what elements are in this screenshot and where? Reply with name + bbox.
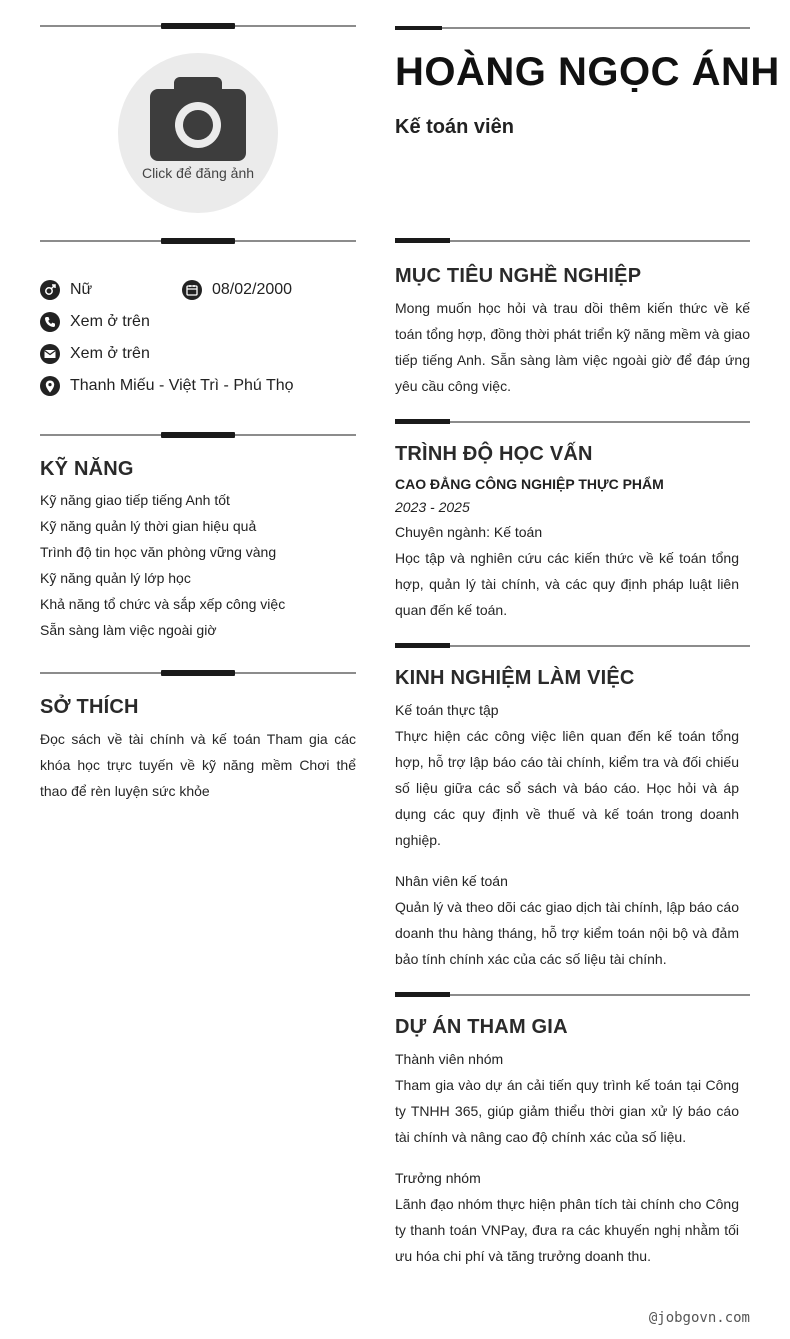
divider-projects: [395, 994, 750, 996]
candidate-name: HOÀNG NGỌC ÁNH: [395, 50, 780, 94]
skill-item: Kỹ năng quản lý thời gian hiệu quả: [40, 518, 257, 534]
experience-description: Quản lý và theo dõi các giao dịch tài chính, lập báo cáo doanh thu hàng tháng, hỗ trợ kiểm toán nội bộ và đảm bảo tính chính xác của các số liệu tài chính.: [395, 899, 739, 967]
divider-contact: [40, 240, 356, 242]
skill-item: Khả năng tổ chức và sắp xếp công việc: [40, 596, 286, 612]
phone-icon: [40, 312, 60, 332]
education-school: CAO ĐẲNG CÔNG NGHIỆP THỰC PHẨM: [395, 476, 664, 492]
avatar-upload[interactable]: [118, 53, 278, 213]
project-role: Trưởng nhóm: [395, 1170, 481, 1186]
divider-top-right: [395, 27, 750, 29]
education-heading: TRÌNH ĐỘ HỌC VẤN: [395, 443, 593, 465]
divider-skills: [40, 434, 356, 436]
divider-education: [395, 421, 750, 423]
gender-icon: [40, 280, 60, 300]
email-value: Xem ở trên: [70, 345, 150, 362]
address-value: Thanh Miếu - Việt Trì - Phú Thọ: [70, 377, 294, 394]
project-description: Tham gia vào dự án cải tiến quy trình kế toán tại Công ty TNHH 365, giúp giảm thiểu thời gian xử lý báo cáo tài chính và nâng cao độ chính xác của số liệu.: [395, 1077, 739, 1145]
objective-heading: MỤC TIÊU NGHỀ NGHIỆP: [395, 265, 642, 287]
hobbies-text: Đọc sách về tài chính và kế toán Tham gia các khóa học trực tuyến về kỹ năng mềm Chơi thể thao để rèn luyện sức khỏe: [40, 731, 356, 799]
phone-value: Xem ở trên: [70, 313, 150, 330]
projects-heading: DỰ ÁN THAM GIA: [395, 1016, 568, 1038]
calendar-icon: [182, 280, 202, 300]
education-description: Học tập và nghiên cứu các kiến thức về kế toán tổng hợp, quản lý tài chính, và các quy định pháp luật liên quan đến kế toán.: [395, 550, 739, 618]
experience-heading: KINH NGHIỆM LÀM VIỆC: [395, 667, 635, 689]
skill-item: Trình độ tin học văn phòng vững vàng: [40, 544, 277, 560]
contact-phone: [40, 311, 150, 333]
skill-item: Kỹ năng quản lý lớp học: [40, 570, 191, 586]
job-title: Kế toán viên: [395, 116, 514, 138]
project-description: Lãnh đạo nhóm thực hiện phân tích tài chính cho Công ty thanh toán VNPay, đưa ra các khuyến nghị nhằm tối ưu hóa chi phí và tăng trưởng doanh thu.: [395, 1196, 739, 1264]
objective-text: Mong muốn học hỏi và trau dồi thêm kiến thức về kế toán tổng hợp, đồng thời phát triển kỹ năng mềm và giao tiếp tiếng Anh. Sẵn sàng làm việc ngoài giờ để đáp ứng yêu cầu công việc.: [395, 300, 750, 394]
divider-objective: [395, 240, 750, 242]
divider-experience: [395, 645, 750, 647]
project-role: Thành viên nhóm: [395, 1051, 504, 1067]
footer-credit: @jobgovn.com: [648, 1310, 750, 1326]
contact-gender: [40, 279, 92, 301]
experience-role: Nhân viên kế toán: [395, 873, 508, 889]
birthdate-value: 08/02/2000: [212, 281, 293, 298]
avatar-caption: Click để đăng ảnh: [141, 165, 255, 181]
experience-description: Thực hiện các công việc liên quan đến kế toán tổng hợp, hỗ trợ lập báo cáo tài chính, kiểm tra và đối chiếu số liệu giữa các sổ sách và báo cáo. Học hỏi và áp dụng các quy định về thuế và kế toán trong doanh nghiệp.: [395, 728, 739, 848]
contact-address: [40, 375, 294, 397]
education-major: Chuyên ngành: Kế toán: [395, 524, 543, 540]
gender-value: Nữ: [70, 281, 93, 298]
mail-icon: [40, 344, 60, 364]
skills-heading: KỸ NĂNG: [40, 458, 134, 480]
skill-item: Sẵn sàng làm việc ngoài giờ: [40, 622, 217, 638]
divider-top-left: [40, 25, 356, 27]
skill-item: Kỹ năng giao tiếp tiếng Anh tốt: [40, 492, 230, 508]
camera-icon: [150, 77, 246, 161]
contact-birthdate: [182, 279, 292, 301]
hobbies-heading: SỞ THÍCH: [40, 696, 139, 718]
location-pin-icon: [40, 376, 60, 396]
contact-email: [40, 343, 150, 365]
divider-hobbies: [40, 672, 356, 674]
education-period: 2023 - 2025: [395, 499, 470, 515]
experience-role: Kế toán thực tập: [395, 702, 499, 718]
